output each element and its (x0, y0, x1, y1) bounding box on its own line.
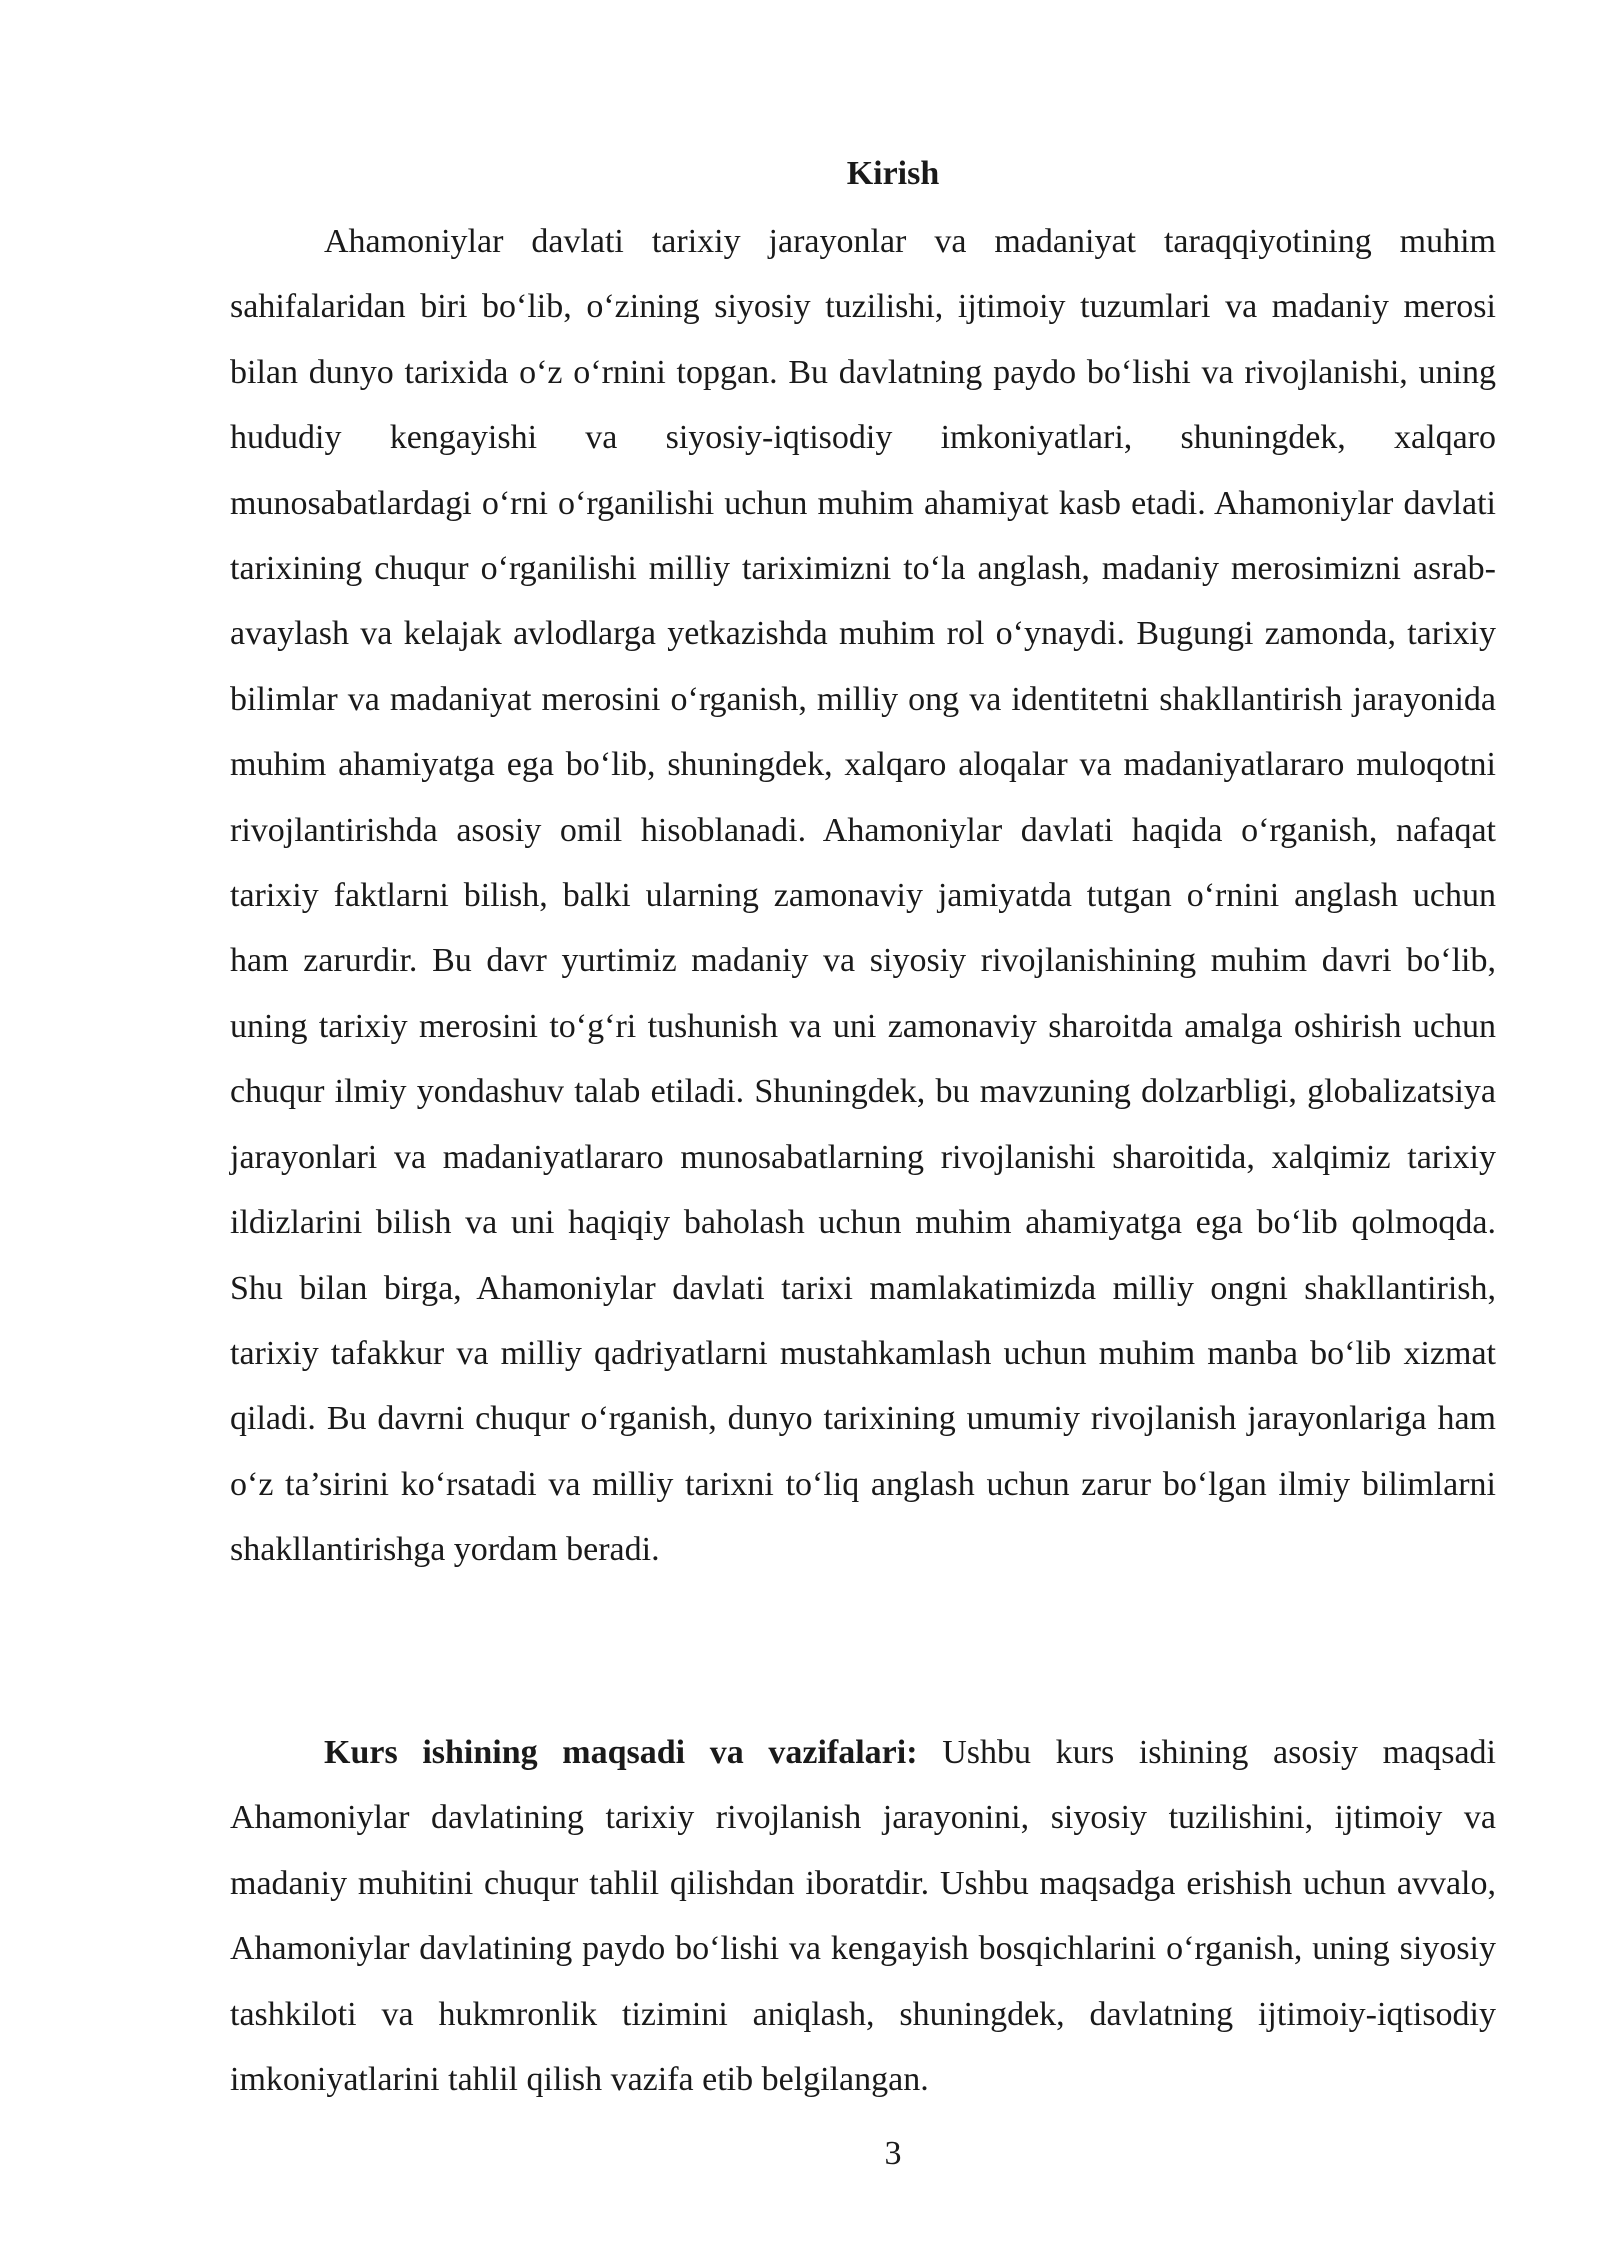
goals-lead-heading: Kurs ishining maqsadi va vazifalari: (324, 1734, 918, 1771)
page-number: 3 (884, 2135, 902, 2172)
section-title: Kirish (846, 155, 940, 192)
introduction-paragraph: Ahamoniylar davlati tarixiy jarayonlar va madaniyat taraqqiyotining muhim sahifalaridan biri bo‘lib, o‘zining siyosiy tuzilishi, ijtimoiy tuzumlari va madaniy merosi bilan dunyo tarixida o‘z o‘rnini topgan. Bu davlatning paydo bo‘lishi va rivojlanishi, uning hududiy kengayishi va siyosiy-iqtisodiy imkoniyatlari, shuningdek, xalqaro munosabatlardagi o‘rni o‘rganilishi uchun muhim ahamiyat kasb etadi. Ahamoniylar davlati tarixining chuqur o‘rganilishi milliy tariximizni to‘la anglash, madaniy merosimizni asrab-avaylash va kelajak avlodlarga yetkazishda muhim rol o‘ynaydi. Bugungi zamonda, tarixiy bilimlar va madaniyat merosini o‘rganish, milliy ong va identitetni shakllantirish jarayonida muhim ahamiyatga ega bo‘lib, shuningdek, xalqaro aloqalar va madaniyatlararo muloqotni rivojlantirishda asosiy omil hisoblanadi. Ahamoniylar davlati haqida o‘rganish, nafaqat tarixiy faktlarni bilish, balki ularning zamonaviy jamiyatda tutgan o‘rnini anglash uchun ham zarurdir. Bu davr yurtimiz madaniy va siyosiy rivojlanishining muhim davri bo‘lib, uning tarixiy merosini to‘g‘ri tushunish va uni zamonaviy sharoitda amalga oshirish uchun chuqur ilmiy yondashuv talab etiladi. Shuningdek, bu mavzuning dolzarbligi, globalizatsiya jarayonlari va madaniyatlararo munosabatlarning rivojlanishi sharoitida, xalqimiz tarixiy ildizlarini bilish va uni haqiqiy baholash uchun muhim ahamiyatga ega bo‘lib qolmoqda. Shu bilan birga, Ahamoniylar davlati tarixi mamlakatimizda milliy ongni shakllantirish, tarixiy tafakkur va milliy qadriyatlarni mustahkamlash uchun muhim manba bo‘lib xizmat qiladi. Bu davrni chuqur o‘rganish, dunyo tarixining umumiy rivojlanish jarayonlariga ham o‘z ta’sirini ko‘rsatadi va milliy tarixni to‘liq anglash uchun zarur bo‘lgan ilmiy bilimlarni shakllantirishga yordam beradi. (230, 223, 1496, 1569)
goals-paragraph (230, 1720, 1496, 2112)
goals-paragraph-body: Ushbu kurs ishining asosiy maqsadi Ahamoniylar davlatining tarixiy rivojlanish jarayonini, siyosiy tuzilishini, ijtimoiy va madaniy muhitini chuqur tahlil qilishdan iboratdir. Ushbu maqsadga erishish uchun avvalo, Ahamoniylar davlatining paydo bo‘lishi va kengayish bosqichlarini o‘rganish, uning siyosiy tashkiloti va hukmronlik tizimini aniqlash, shuningdek, davlatning ijtimoiy-iqtisodiy imkoniyatlarini tahlil qilish vazifa etib belgilangan. (230, 1734, 1496, 2099)
